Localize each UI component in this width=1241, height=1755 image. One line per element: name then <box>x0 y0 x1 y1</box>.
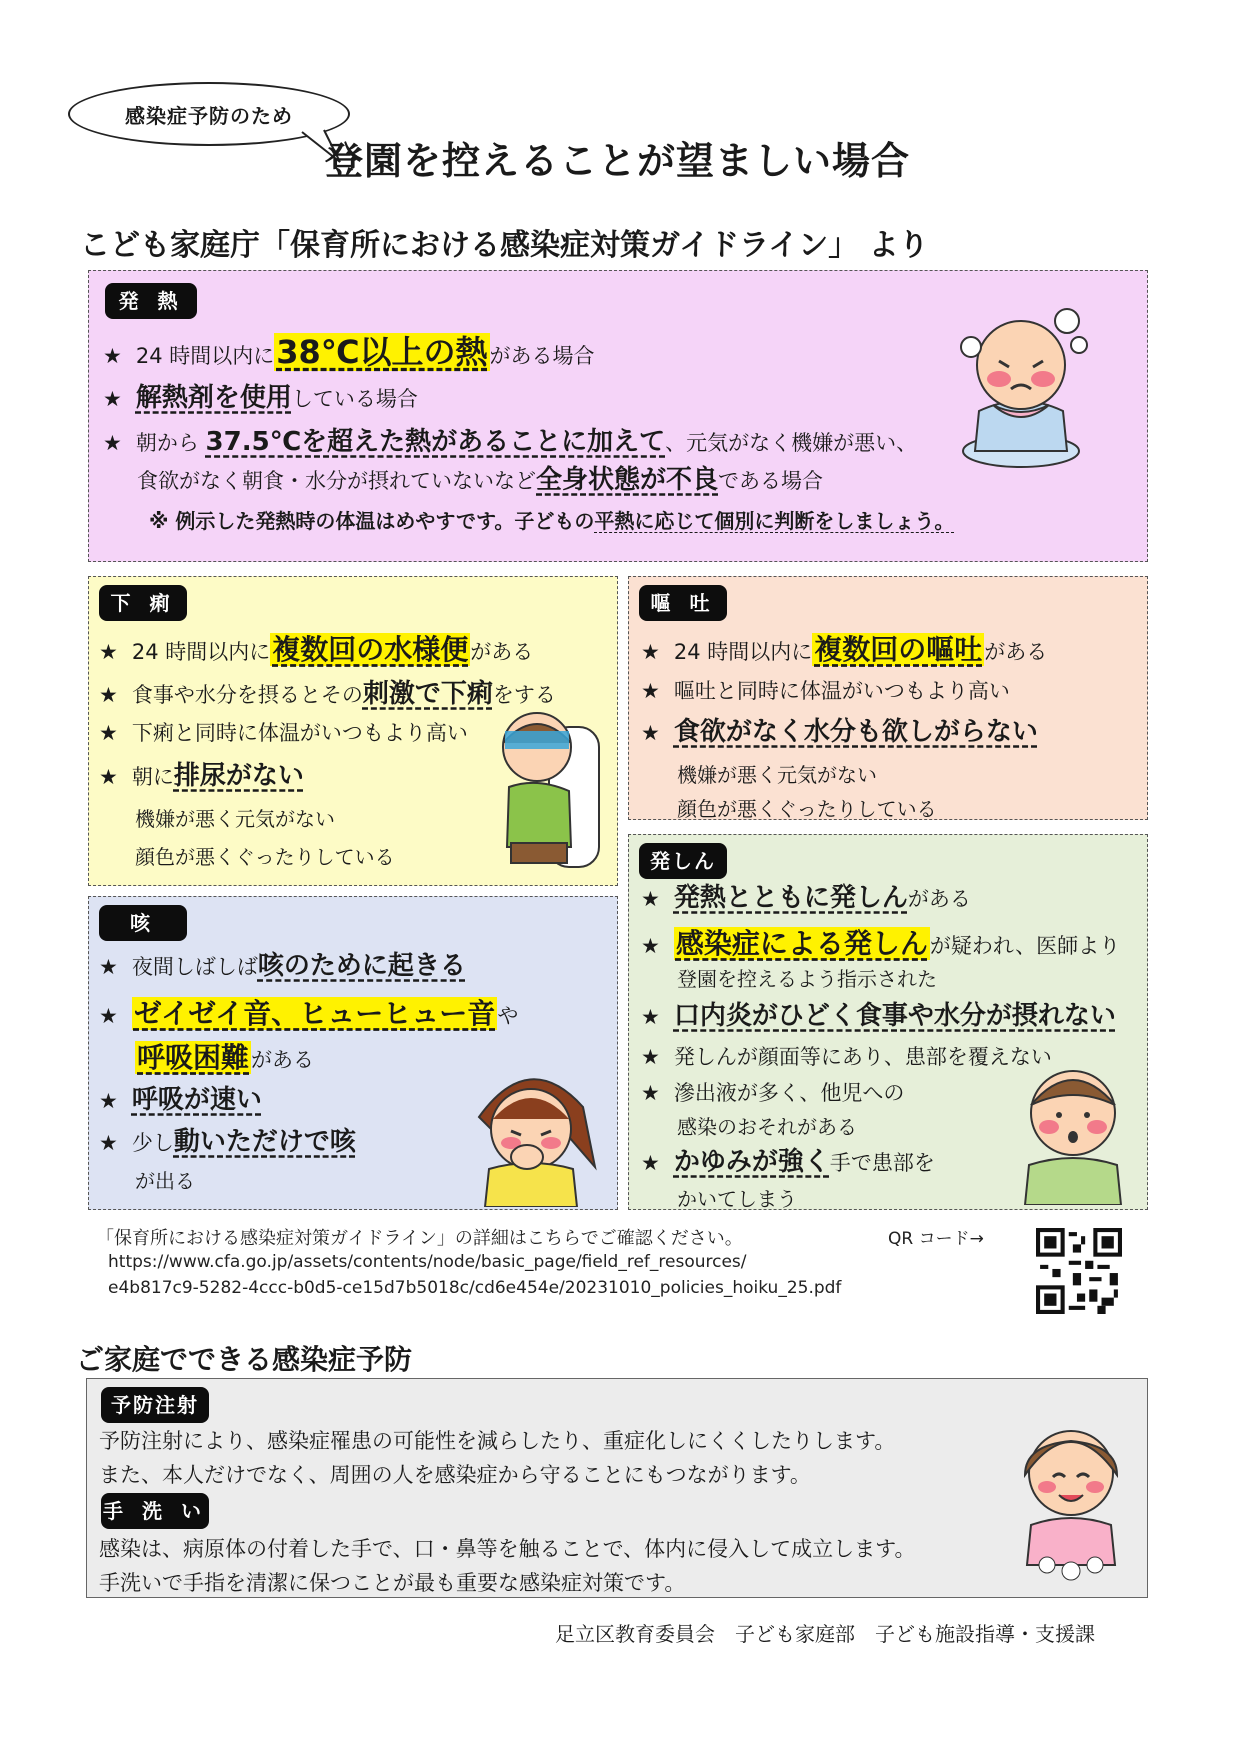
vomit-item-3: ★ 食欲がなく水分も欲しがらない <box>641 717 1038 747</box>
vomit-tag: 嘔 吐 <box>639 585 727 621</box>
vomit-item-5: 顔色が悪くぐったりしている <box>677 797 937 821</box>
guideline-reference-text: 「保育所における感染症対策ガイドライン」の詳細はこちらでご確認ください。 <box>96 1228 743 1249</box>
rash-item-2: ★ 感染症による発しんが疑われ、医師より <box>641 927 1121 960</box>
rash-child-illustration <box>1009 1055 1139 1205</box>
cough-tag: 咳 <box>99 905 187 941</box>
vomit-panel <box>628 576 1148 820</box>
cough-item-2: ★ ゼイゼイ音、ヒューヒュー音や <box>99 997 519 1030</box>
cough-item-3: ★ 呼吸が速い <box>99 1085 262 1115</box>
handwash-text-1: 感染は、病原体の付着した手で、口・鼻等を触ることで、体内に侵入して成立します。 <box>99 1537 916 1561</box>
feverish-baby-illustration <box>949 301 1099 471</box>
fever-note: ※ 例示した発熱時の体温はめやすです。子どもの平熱に応じて個別に判断をしましょう。 <box>149 509 955 533</box>
fever-tag: 発 熱 <box>105 283 197 319</box>
vomit-item-4: 機嫌が悪く元気がない <box>677 763 877 787</box>
rash-item-2-cont: 登園を控えるよう指示された <box>677 967 937 991</box>
fever-item-3: ★ 朝から 37.5℃を超えた熱があることに加えて、元気がなく機嫌が悪い、 <box>103 427 918 457</box>
cough-item-1: ★ 夜間しばしば咳のために起きる <box>99 951 466 981</box>
fever-item-3-cont: 食欲がなく朝食・水分が摂れていないなど全身状態が不良である場合 <box>137 465 824 495</box>
fever-panel <box>88 270 1148 562</box>
rash-item-6-cont: かいてしまう <box>677 1187 797 1211</box>
rash-item-5: ★ 滲出液が多く、他児への <box>641 1081 905 1105</box>
handwash-text-2: 手洗いで手指を清潔に保つことが最も重要な感染症対策です。 <box>99 1571 686 1595</box>
qr-code[interactable] <box>1036 1228 1122 1314</box>
diarrhea-item-2: ★ 食事や水分を摂るとその刺激で下痢をする <box>99 679 556 709</box>
diarrhea-panel <box>88 576 618 886</box>
diarrhea-item-3: ★ 下痢と同時に体温がいつもより高い <box>99 721 468 745</box>
handwashing-child-illustration <box>1007 1415 1137 1585</box>
guideline-title: こども家庭庁「保育所における感染症対策ガイドライン」 より <box>80 228 929 263</box>
diarrhea-item-4: ★ 朝に排尿がない <box>99 761 304 791</box>
handwash-tag: 手 洗 い <box>101 1493 209 1529</box>
rash-item-3: ★ 口内炎がひどく食事や水分が摂れない <box>641 1001 1116 1031</box>
vaccine-text-2: また、本人だけでなく、周囲の人を感染症から守ることにもつながります。 <box>99 1463 811 1487</box>
vaccine-text-1: 予防注射により、感染症罹患の可能性を減らしたり、重症化しにくくしたりします。 <box>99 1429 896 1453</box>
home-prevention-panel <box>86 1378 1148 1598</box>
guideline-url-1[interactable]: https://www.cfa.go.jp/assets/contents/node/basic_page/field_ref_resources/ <box>108 1252 747 1272</box>
rash-item-6: ★ かゆみが強く手で患部を <box>641 1147 935 1177</box>
rash-panel <box>628 834 1148 1210</box>
vomit-item-2: ★ 嘔吐と同時に体温がいつもより高い <box>641 679 1010 703</box>
home-prevention-title: ご家庭でできる感染症予防 <box>76 1343 413 1376</box>
diarrhea-tag: 下 痢 <box>99 585 187 621</box>
fever-item-2: ★ 解熱剤を使用している場合 <box>103 383 418 413</box>
rash-item-5-cont: 感染のおそれがある <box>677 1115 857 1139</box>
rash-item-1: ★ 発熱とともに発しんがある <box>641 883 971 913</box>
bubble-text: 感染症予防のため <box>125 103 293 128</box>
cough-item-4: ★ 少し動いただけで咳 <box>99 1127 356 1157</box>
vomit-item-1: ★ 24 時間以内に複数回の嘔吐がある <box>641 633 1048 666</box>
rash-item-4: ★ 発しんが顔面等にあり、患部を覆えない <box>641 1045 1052 1069</box>
diarrhea-item-6: 顔色が悪くぐったりしている <box>135 845 395 869</box>
fever-item-1: ★ 24 時間以内に38℃以上の熱がある場合 <box>103 333 595 371</box>
cough-item-2-cont: 呼吸困難がある <box>137 1041 315 1074</box>
footer-issuer: 足立区教育委員会 子ども家庭部 子ども施設指導・支援課 <box>555 1622 1095 1646</box>
cough-panel <box>88 896 618 1210</box>
cough-item-4-cont: が出る <box>135 1169 195 1193</box>
coughing-girl-illustration <box>459 1057 609 1207</box>
guideline-url-2[interactable]: e4b817c9-5282-4ccc-b0d5-ce15d7b5018c/cd6e454e/20231010_policies_hoiku_25.pdf <box>108 1278 842 1298</box>
vaccine-tag: 予防注射 <box>101 1387 209 1423</box>
qr-label: QR コード→ <box>888 1229 984 1249</box>
page-title: 登園を控えることが望ましい場合 <box>325 139 911 183</box>
diarrhea-item-5: 機嫌が悪く元気がない <box>135 807 335 831</box>
rash-tag: 発しん <box>639 843 727 879</box>
diarrhea-item-1: ★ 24 時間以内に複数回の水様便がある <box>99 633 534 666</box>
stomachache-child-illustration <box>489 707 609 877</box>
